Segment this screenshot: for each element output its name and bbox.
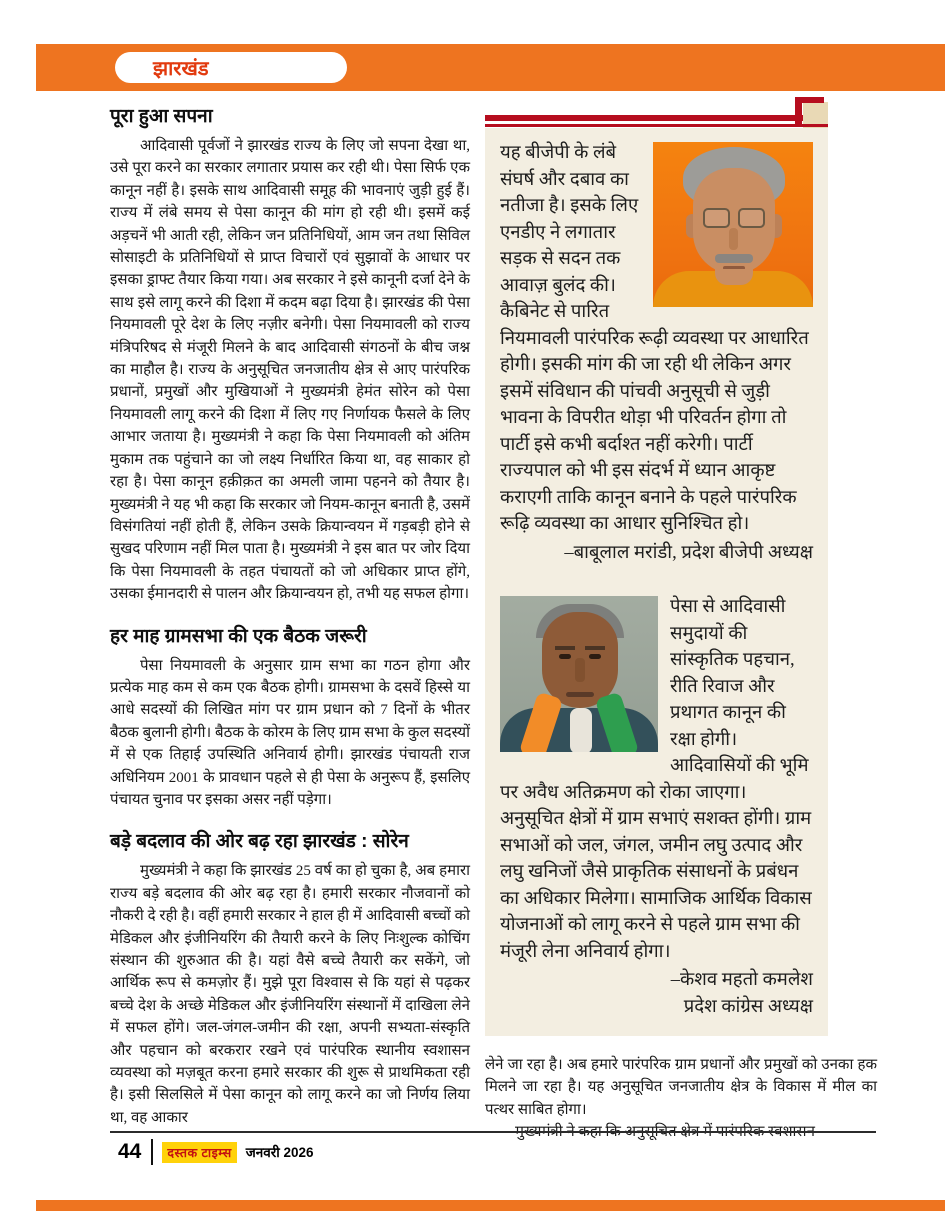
quote-text-bjp: यह बीजेपी के लंबे संघर्ष और दबाव का नतीजा है। इसके लिए एनडीए ने लगातार सड़क से सदन तक आवाज़ बुलंद की। कैबिनेट से पारित नियमावली पारंपरिक रूढ़ी व्यवस्था पर आधारित होगी। इसकी मांग की जा रही थी लेकिन अगर इसमें संविधान की पांचवी अनुसूची से जुड़ी भावना के विपरीत थोड़ा भी परिवर्तन होगा तो पार्टी इसे कभी बर्दाश्त नहीं करेगी। पार्टी राज्यपाल को भी इस संदर्भ में ध्यान आकृष्ट कराएगी ताकि कानून बनाने के पहले पारंपरिक रूढ़ि व्यवस्था का आधार सुनिश्चित हो। bbox=[500, 143, 809, 534]
keshav-mahto-kamlesh-portrait bbox=[500, 596, 658, 752]
portrait-shape bbox=[585, 646, 605, 650]
magazine-logo: दस्तक टाइम्स bbox=[162, 1142, 236, 1163]
decor-rule-thick bbox=[485, 115, 803, 121]
section-heading-1: पूरा हुआ सपना bbox=[110, 106, 213, 127]
footer-rule bbox=[110, 1131, 876, 1133]
portrait-shape bbox=[570, 708, 592, 752]
header-band bbox=[36, 44, 945, 91]
babulal-marandi-portrait bbox=[653, 142, 813, 307]
section-body-1: आदिवासी पूर्वजों ने झारखंड राज्य के लिए जो सपना देखा था, उसे पूरा करने का सरकार लगातार प्रयास कर रही थी। पेसा सिर्फ एक कानून नहीं है। इसके साथ आदिवासी समूह की भावनाएं जुड़ी हुई हैं। राज्य में लंबे समय से पेसा कानून की मांग हो रही थी। इसमें कई अड़चनें भी आती रही, लेकिन जन प्रतिनिधियों, आम जन तथा सिविल सोसाइटी के प्रतिनिधियों से प्राप्त विचारों एवं सुझावों के आधार पर इसका ड्राफ्ट तैयार किया गया। अब सरकार ने इसे कानूनी दर्जा देने के साथ इसे लागू करने की दिशा में कदम बढ़ा दिया है। झारखंड की पेसा नियमावली पूरे देश के लिए नज़ीर बनेगी। पेसा नियमावली को राज्य मंत्रिपरिषद से मंजूरी मिलने के बाद आदिवासी संगठनों के बीच जश्न का माहौल है। राज्य के अनुसूचित जनजातीय क्षेत्र से आए पारंपरिक प्रधानों, प्रमुखों और मुखियाओं ने मुख्यमंत्री हेमंत सोरेन को पेसा नियमावली लागू करने की दिशा में लिए गए निर्णायक फैसले के लिए आभार जताया है। मुख्यमंत्री ने कहा कि पेसा नियमावली को अंतिम मुकाम तक पहुंचाने का जो लक्ष्य निर्धारित किया था, वह साकार हो रहा है। पेसा कानून हक़ीक़त का अमली जामा पहनने को तैयार है। मुख्यमंत्री ने यह भी कहा कि सरकार जो नियम-कानून बनाती है, उसमें विसंगतियां नहीं होती हैं, लेकिन उसके क्रियान्वयन में गड़बड़ी होने से सुखद परिणाम नहीं मिल पाता है। मुख्यमंत्री ने इस बात पर जोर दिया कि पेसा नियमावली के तहत पंचायतों को जो अधिकार प्राप्त होंगे, उसका ईमानदारी से पालन और क्रियान्वयन हो, तभी यह सफल होगा। bbox=[110, 138, 470, 603]
section-tag-label: झारखंड bbox=[153, 58, 209, 80]
issue-date: जनवरी 2026 bbox=[245, 1145, 314, 1160]
portrait-shape bbox=[729, 228, 738, 250]
portrait-shape bbox=[703, 208, 730, 228]
article-right-column bbox=[485, 92, 877, 1144]
portrait-shape bbox=[575, 658, 585, 682]
decor-rule-thin bbox=[485, 124, 828, 127]
section-heading-3: बड़े बदलाव की ओर बढ़ रहा झारखंड : सोरेन bbox=[110, 831, 409, 853]
decor-red-step-cap bbox=[795, 97, 824, 103]
section-body-2: पेसा नियमावली के अनुसार ग्राम सभा का गठन होगा और प्रत्येक माह कम से कम एक बैठक होगी। ग्रामसभा के दसवें हिस्से या आधे सदस्यों की लिखित मांग पर ग्राम प्रधान को 7 दिनों के भीतर बैठक बुलानी होगी। बैठक के कोरम के लिए ग्राम सभा के कुल सदस्यों में से एक तिहाई उपस्थिति अनिवार्य होगी। झारखंड पंचायती राज अधिनियम 2001 के प्रावधान पहले से ही पेसा के अनुरूप हैं, इसलिए पंचायत चुनाव पर इसका असर नहीं पड़ेगा। bbox=[110, 657, 470, 808]
quote-attribution-congress-name: –केशव महतो कमलेश bbox=[670, 970, 813, 990]
portrait-shape bbox=[715, 254, 753, 263]
footer-divider bbox=[151, 1139, 153, 1165]
section-body-3: मुख्यमंत्री ने कहा कि झारखंड 25 वर्ष का हो चुका है, अब हमारा राज्य बड़े बदलाव की ओर बढ़ रहा है। हमारी सरकार नौजवानों को नौकरी दे रही है। वहीं हमारी सरकार ने हाल ही में आदिवासी बच्चों को मेडिकल और इंजीनियरिंग की तैयारी करने के लिए निःशुल्क कोचिंग संस्थान की शुरुआत की है। यहां वैसे बच्चे तैयारी कर सकेंगे, जो आर्थिक रूप से कमज़ोर हैं। मुझे पूरा विश्वास से कि यहां से पढ़कर बच्चे देश के अच्छे मेडिकल और इंजीनियरिंग संस्थानों में दाखिला लेने में सफल होंगे। जल-जंगल-जमीन की रक्षा, अपनी सभ्यता-संस्कृति और पहचान को बरकरार रखने एवं पारंपरिक स्थानीय स्वशासन व्यवस्था को मज़बूत करना हमारे सरकार की शुरू से प्राथमिकता रही है। इसी सिलसिले में पेसा कानून को लागू करने का जो निर्णय लिया था, वह आकार bbox=[110, 863, 470, 1126]
footer-band bbox=[36, 1200, 945, 1211]
section-tag-pill bbox=[115, 52, 347, 83]
continuation-paragraph-1: लेने जा रहा है। अब हमारे पारंपरिक ग्राम प्रधानों और प्रमुखों को उनका हक मिलने जा रहा है। यह अनुसूचित जनजातीय क्षेत्र के विकास में मील का पत्थर साबित होगा। bbox=[485, 1057, 877, 1118]
portrait-shape bbox=[555, 646, 575, 650]
corner-decoration bbox=[485, 92, 877, 128]
footer bbox=[118, 1138, 314, 1166]
portrait-shape bbox=[715, 269, 753, 285]
quote-text-congress: पेसा से आदिवासी समुदायों की सांस्कृतिक पहचान, रीति रिवाज और प्रथागत कानून की रक्षा होगी। आदिवासियों की भूमि पर अवैध अतिक्रमण को रोका जाएगा। अनुसूचित क्षेत्रों में ग्राम सभाएं सशक्त होंगी। ग्राम सभाओं को जल, जंगल, जमीन लघु उत्पाद और लघु खनिजों जैसे प्राकृतिक संसाधनों के प्रबंधन का अधिकार मिलेगा। सामाजिक आर्थिक विकास योजनाओं को लागू करने से पहले ग्राम सभा की मंजूरी लेना अनिवार्य होगा। bbox=[500, 597, 812, 962]
quote-sidebar-box bbox=[485, 128, 828, 1036]
portrait-shape bbox=[738, 208, 765, 228]
quote-block-congress bbox=[500, 594, 813, 1020]
portrait-shape bbox=[566, 692, 594, 697]
quote-attribution-bjp: –बाबूलाल मरांडी, प्रदेश बीजेपी अध्यक्ष bbox=[564, 542, 813, 563]
article-left-column bbox=[110, 102, 470, 1129]
page-number: 44 bbox=[118, 1140, 142, 1163]
quote-block-bjp bbox=[500, 140, 813, 566]
portrait-shape bbox=[559, 654, 571, 659]
quote-attribution-congress-title: प्रदेश कांग्रेस अध्यक्ष bbox=[683, 996, 813, 1017]
section-heading-2: हर माह ग्रामसभा की एक बैठक जरूरी bbox=[110, 625, 367, 647]
portrait-shape bbox=[589, 654, 601, 659]
